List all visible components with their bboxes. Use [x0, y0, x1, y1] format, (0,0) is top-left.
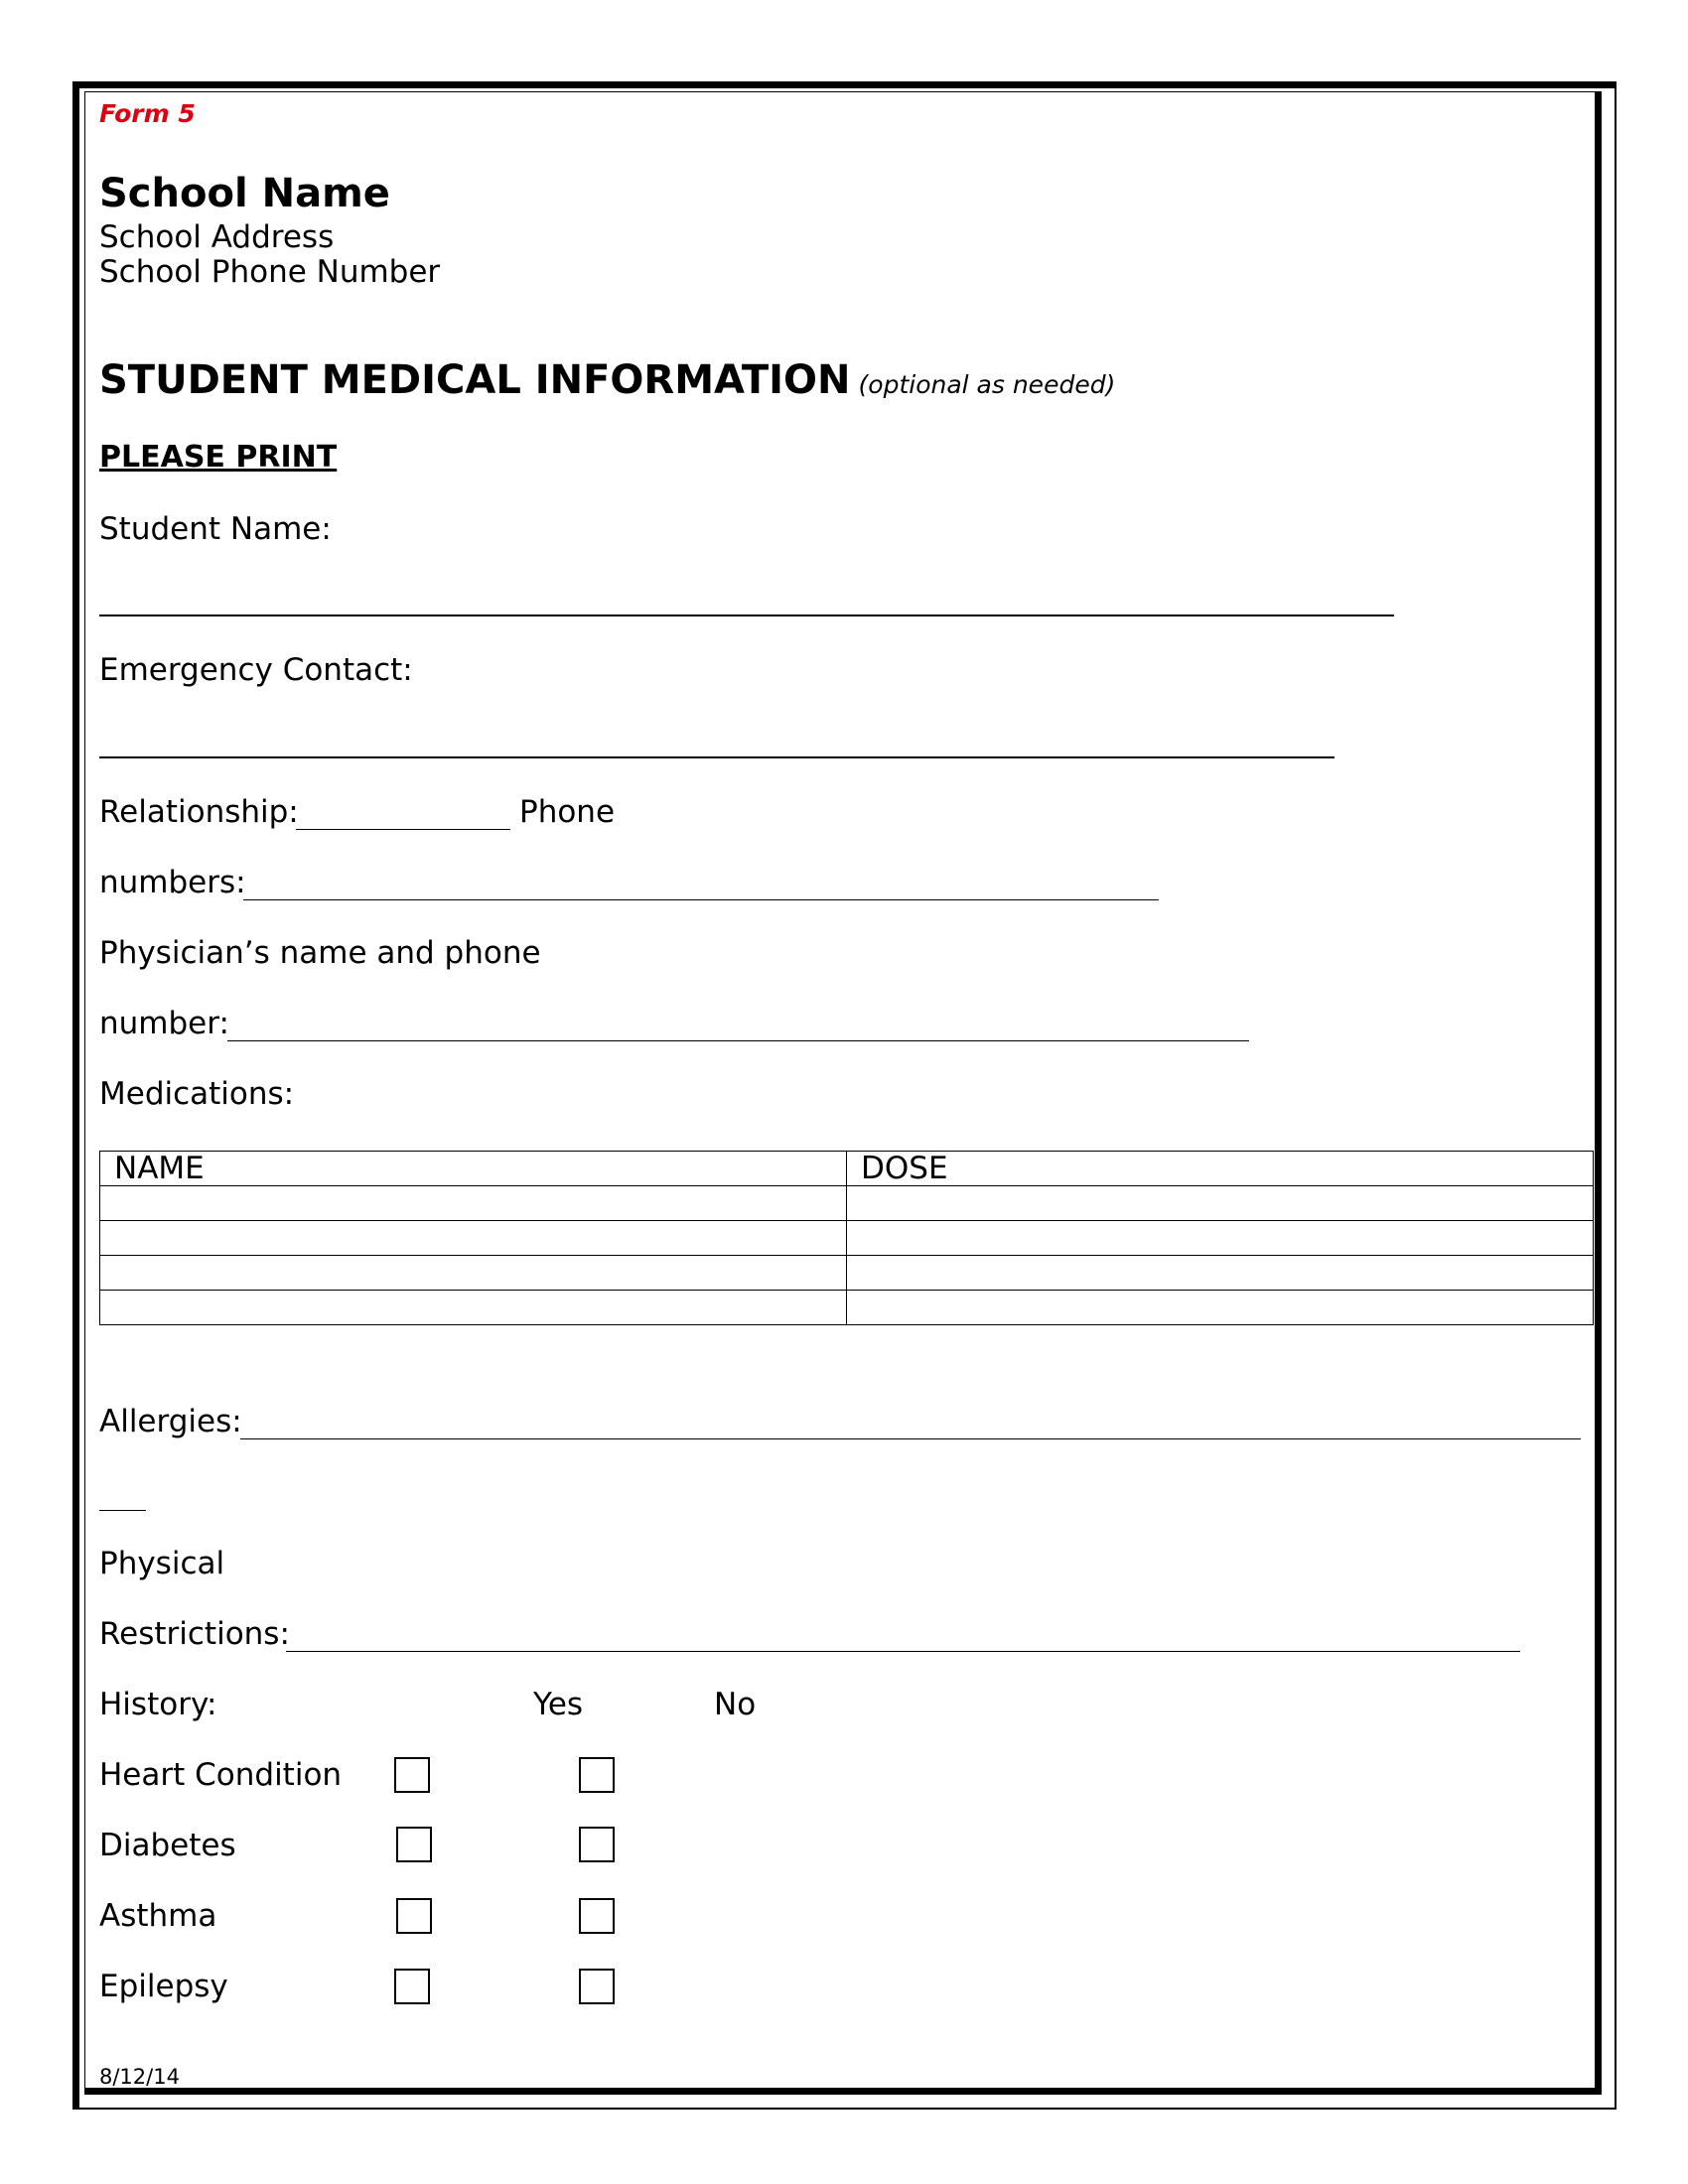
medication-name-cell[interactable]	[100, 1291, 847, 1325]
revision-date: 8/12/14	[99, 2065, 180, 2089]
heart-condition-no-checkbox[interactable]	[579, 1757, 615, 1793]
form-title-text: STUDENT MEDICAL INFORMATION	[99, 357, 851, 403]
physician-line[interactable]	[227, 1040, 1249, 1041]
medications-table	[99, 1151, 1594, 1325]
medication-name-header: NAME	[100, 1152, 847, 1186]
medication-name-cell[interactable]	[100, 1186, 847, 1221]
phone-numbers-line[interactable]	[243, 899, 1159, 900]
school-phone: School Phone Number	[99, 254, 441, 290]
allergies-label: Allergies:	[99, 1404, 242, 1439]
allergies-line-continued[interactable]	[99, 1510, 146, 1511]
history-yes-header: Yes	[533, 1687, 584, 1722]
form-title-note: (optional as needed)	[858, 370, 1116, 399]
medication-dose-cell[interactable]	[847, 1256, 1594, 1291]
emergency-contact-line[interactable]	[99, 756, 1335, 758]
table-row	[100, 1291, 1594, 1325]
physician-label-part1: Physician’s name and phone	[99, 935, 541, 971]
form-number: Form 5	[99, 99, 196, 128]
student-name-line[interactable]	[99, 614, 1394, 616]
heart-condition-yes-checkbox[interactable]	[394, 1757, 430, 1793]
diabetes-label: Diabetes	[99, 1828, 236, 1863]
school-address: School Address	[99, 219, 335, 255]
medication-dose-cell[interactable]	[847, 1186, 1594, 1221]
phone-numbers-label: numbers:	[99, 865, 246, 900]
diabetes-no-checkbox[interactable]	[579, 1827, 615, 1862]
heart-condition-label: Heart Condition	[99, 1757, 343, 1793]
physician-label-part2: number:	[99, 1006, 229, 1041]
medications-label: Medications:	[99, 1076, 295, 1112]
epilepsy-label: Epilepsy	[99, 1969, 228, 2004]
history-label: History:	[99, 1687, 217, 1722]
table-row	[100, 1186, 1594, 1221]
print-instruction: PLEASE PRINT	[99, 440, 338, 475]
medication-dose-header: DOSE	[847, 1152, 1594, 1186]
asthma-yes-checkbox[interactable]	[396, 1898, 432, 1934]
allergies-line[interactable]	[240, 1438, 1581, 1439]
emergency-contact-label: Emergency Contact:	[99, 652, 413, 688]
table-row	[100, 1256, 1594, 1291]
medication-dose-cell[interactable]	[847, 1291, 1594, 1325]
medication-name-cell[interactable]	[100, 1221, 847, 1256]
asthma-no-checkbox[interactable]	[579, 1898, 615, 1934]
restrictions-line[interactable]	[286, 1651, 1520, 1652]
table-row	[100, 1221, 1594, 1256]
epilepsy-no-checkbox[interactable]	[579, 1969, 615, 2004]
restrictions-label: Restrictions:	[99, 1616, 290, 1652]
school-name: School Name	[99, 171, 390, 216]
form-title	[99, 357, 1115, 403]
physical-label: Physical	[99, 1546, 225, 1581]
medication-name-cell[interactable]	[100, 1256, 847, 1291]
history-no-header: No	[714, 1687, 757, 1722]
student-name-label: Student Name:	[99, 511, 332, 547]
medication-dose-cell[interactable]	[847, 1221, 1594, 1256]
relationship-line[interactable]	[296, 829, 510, 830]
diabetes-yes-checkbox[interactable]	[396, 1827, 432, 1862]
asthma-label: Asthma	[99, 1898, 217, 1934]
relationship-label: Relationship:	[99, 794, 299, 830]
table-header-row	[100, 1152, 1594, 1186]
epilepsy-yes-checkbox[interactable]	[394, 1969, 430, 2004]
phone-label-part1: Phone	[519, 794, 616, 830]
